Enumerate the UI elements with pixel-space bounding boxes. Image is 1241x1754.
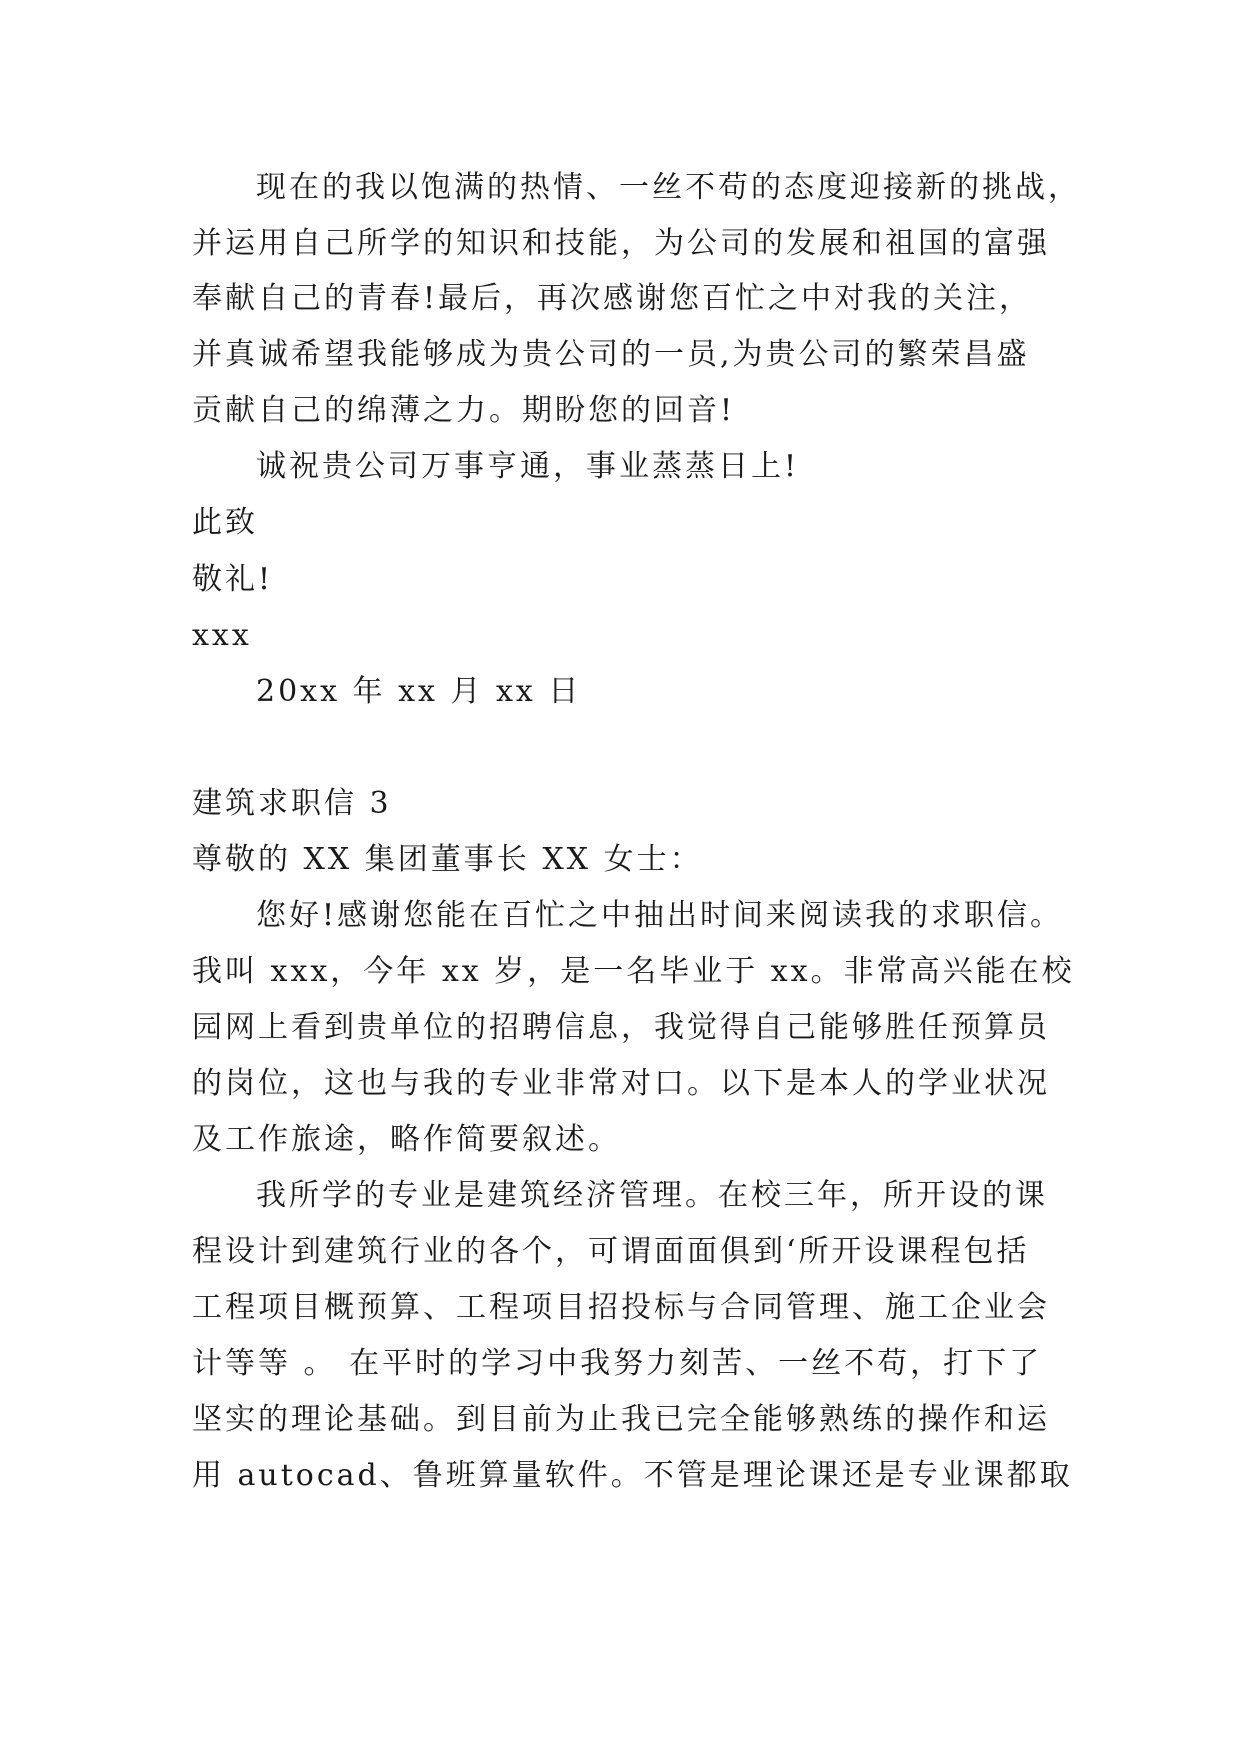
paragraph-line: 并运用自己所学的知识和技能，为公司的发展和祖国的富强 [192,226,1050,261]
paragraph-line: 贡献自己的绵薄之力。期盼您的回音! [192,393,736,428]
paragraph-line: 奉献自己的青春!最后，再次感谢您百忙之中对我的关注， [192,281,1033,316]
wish-line: 诚祝贵公司万事亨通，事业蒸蒸日上! [256,449,800,484]
paragraph-line: 及工作旅途，略作简要叙述。 [192,1122,621,1157]
paragraph-line: 计等等 。 在平时的学习中我努力刻苦、一丝不苟，打下了 [192,1346,1043,1381]
paragraph-line: 现在的我以饱满的热情、一丝不苟的态度迎接新的挑战， [256,170,1081,205]
paragraph-line: 程设计到建筑行业的各个，可谓面面俱到‘所开设课程包括 [192,1234,1030,1269]
paragraph-line: 园网上看到贵单位的招聘信息，我觉得自己能够胜任预算员 [192,1010,1050,1045]
paragraph-line: 您好!感谢您能在百忙之中抽出时间来阅读我的求职信。 [256,898,1064,933]
paragraph-line: 的岗位，这也与我的专业非常对口。以下是本人的学业状况 [192,1066,1050,1101]
paragraph-line: 并真诚希望我能够成为贵公司的一员,为贵公司的繁荣昌盛 [192,337,1030,372]
paragraph-line: 坚实的理论基础。到目前为止我已完全能够熟练的操作和运 [192,1402,1050,1437]
paragraph-line: 用 autocad、鲁班算量软件。不管是理论课还是专业课都取 [192,1458,1073,1493]
paragraph-line: 我所学的专业是建筑经济管理。在校三年，所开设的课 [256,1178,1048,1213]
salutation: 尊敬的 XX 集团董事长 XX 女士： [192,842,703,877]
section-title: 建筑求职信 3 [192,786,392,821]
closing-line-1: 此致 [192,505,258,540]
closing-line-2: 敬礼! [192,562,274,597]
paragraph-line: 工程项目概预算、工程项目招投标与合同管理、施工企业会 [192,1290,1050,1325]
signature: xxx [192,618,252,653]
paragraph-line: 我叫 xxx，今年 xx 岁，是一名毕业于 xx。非常高兴能在校 [192,954,1075,989]
date-line: 20xx 年 xx 月 xx 日 [256,674,582,709]
